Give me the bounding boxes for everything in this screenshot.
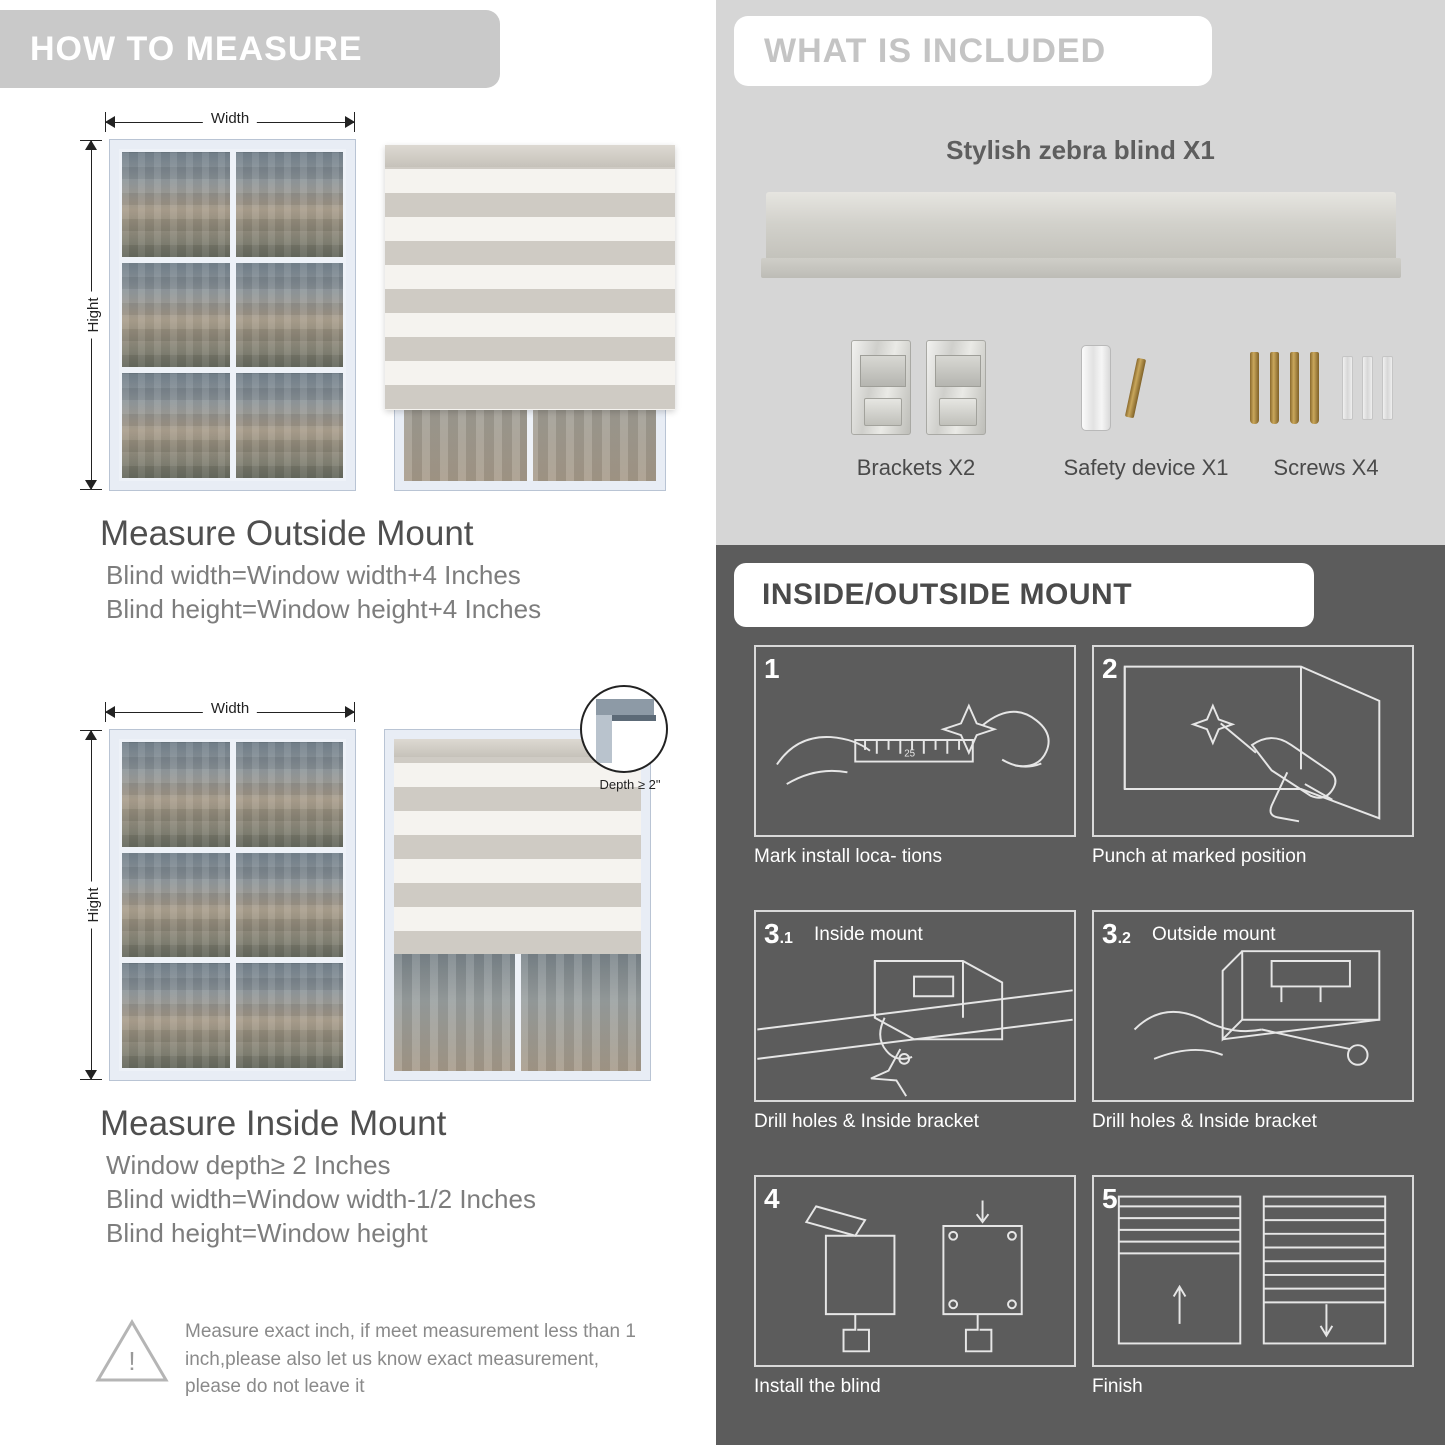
inside-mount-block (0, 690, 716, 1249)
included-main-item-label: Stylish zebra blind X1 (946, 135, 1215, 165)
outside-width-label: Width (203, 110, 257, 127)
outside-height-dimension (80, 140, 102, 490)
inside-mount-line-3: Blind height=Window height (106, 1218, 428, 1248)
step-2-image (1092, 645, 1414, 837)
inside-height-dimension (80, 730, 102, 1080)
mount-step-3-1 (754, 910, 1076, 1133)
screw-icon (1310, 352, 1319, 424)
step-5-number: 5 (1102, 1183, 1118, 1214)
wall-anchor-icon (1382, 356, 1393, 420)
outside-width-dimension (105, 112, 355, 132)
inside-width-label: Width (203, 700, 257, 717)
bracket-icon (926, 340, 986, 435)
outside-mount-line-2: Blind height=Window height+4 Inches (106, 594, 542, 624)
inside-outside-mount-header: INSIDE/OUTSIDE MOUNT (734, 563, 1314, 627)
inside-outside-mount-panel (716, 545, 1445, 1445)
screw-icon (1125, 358, 1146, 419)
step-4-image (754, 1175, 1076, 1367)
bracket-icon (851, 340, 911, 435)
screw-icon (1290, 352, 1299, 424)
wall-anchor-icon (1342, 356, 1353, 420)
step-1-number: 1 (764, 653, 780, 684)
inside-mount-title: Measure Inside Mount (100, 1104, 447, 1143)
step-4-caption: Install the blind (754, 1376, 881, 1397)
wall-anchor-icon (1362, 356, 1373, 420)
included-part-screws (1226, 330, 1445, 500)
step-3-1-image (754, 910, 1076, 1102)
right-column (716, 0, 1445, 1445)
outside-mount-block (0, 100, 716, 625)
what-is-included-panel (716, 0, 1445, 545)
step-5-image (1092, 1175, 1414, 1367)
step-1-caption: Mark install loca- tions (754, 846, 942, 867)
brackets-label: Brackets X2 (856, 455, 976, 480)
outside-mount-line-1: Blind width=Window width+4 Inches (106, 560, 521, 590)
mount-step-5 (1092, 1175, 1414, 1398)
included-parts-row (716, 330, 1445, 530)
what-is-included-header: WHAT IS INCLUDED (734, 16, 1212, 86)
inside-mount-line-2: Blind width=Window width-1/2 Inches (106, 1184, 536, 1214)
measure-note (95, 1318, 655, 1401)
step-1-image (754, 645, 1076, 837)
step-3-1-number: 3.1 (764, 918, 793, 949)
screw-icon (1250, 352, 1259, 424)
zebra-blind-product-image (761, 192, 1401, 287)
mount-step-1 (754, 645, 1076, 868)
window-photo-inside (110, 730, 355, 1080)
measure-note-text: Measure exact inch, if meet measurement less than 1 inch,please also let us know exact measurement, please do not leave it (185, 1321, 636, 1398)
inside-height-label: Hight (85, 881, 102, 928)
inside-mount-line-1: Window depth≥ 2 Inches (106, 1150, 391, 1180)
install-blind-icon (756, 1177, 1074, 1365)
depth-label: Depth ≥ 2" (599, 777, 661, 792)
svg-text:25: 25 (904, 748, 916, 760)
step-2-number: 2 (1102, 653, 1118, 684)
safety-device-icon (1081, 345, 1111, 431)
outside-mount-title: Measure Outside Mount (100, 514, 474, 553)
how-to-measure-header: HOW TO MEASURE (0, 10, 500, 88)
inside-mount-diagram (20, 690, 700, 1090)
window-photo-outside (110, 140, 355, 490)
hand-ruler-icon (756, 647, 1074, 835)
outside-mount-diagram (20, 100, 700, 500)
mount-step-4 (754, 1175, 1076, 1398)
step-3-1-subtitle: Inside mount (814, 924, 923, 945)
blind-outside-mount (385, 145, 675, 490)
step-4-number: 4 (764, 1183, 780, 1214)
drill-icon (1094, 647, 1412, 835)
screw-icon (1270, 352, 1279, 424)
mount-step-2 (1092, 645, 1414, 868)
step-3-2-caption: Drill holes & Inside bracket (1092, 1111, 1317, 1132)
finished-blind-icon (1094, 1177, 1412, 1365)
step-3-2-number: 3.2 (1102, 918, 1131, 949)
screws-label: Screws X4 (1273, 455, 1379, 480)
step-3-2-image (1092, 910, 1414, 1102)
step-5-caption: Finish (1092, 1376, 1143, 1397)
step-3-2-subtitle: Outside mount (1152, 924, 1276, 945)
mount-step-3-2 (1092, 910, 1414, 1133)
step-3-1-caption: Drill holes & Inside bracket (754, 1111, 979, 1132)
inside-width-dimension (105, 702, 355, 722)
step-2-caption: Punch at marked position (1092, 846, 1307, 867)
svg-text:!: ! (128, 1346, 136, 1376)
safety-device-label: Safety device X1 (1063, 455, 1229, 480)
outside-height-label: Hight (85, 291, 102, 338)
warning-triangle-icon (95, 1318, 169, 1384)
how-to-measure-column (0, 0, 716, 1445)
